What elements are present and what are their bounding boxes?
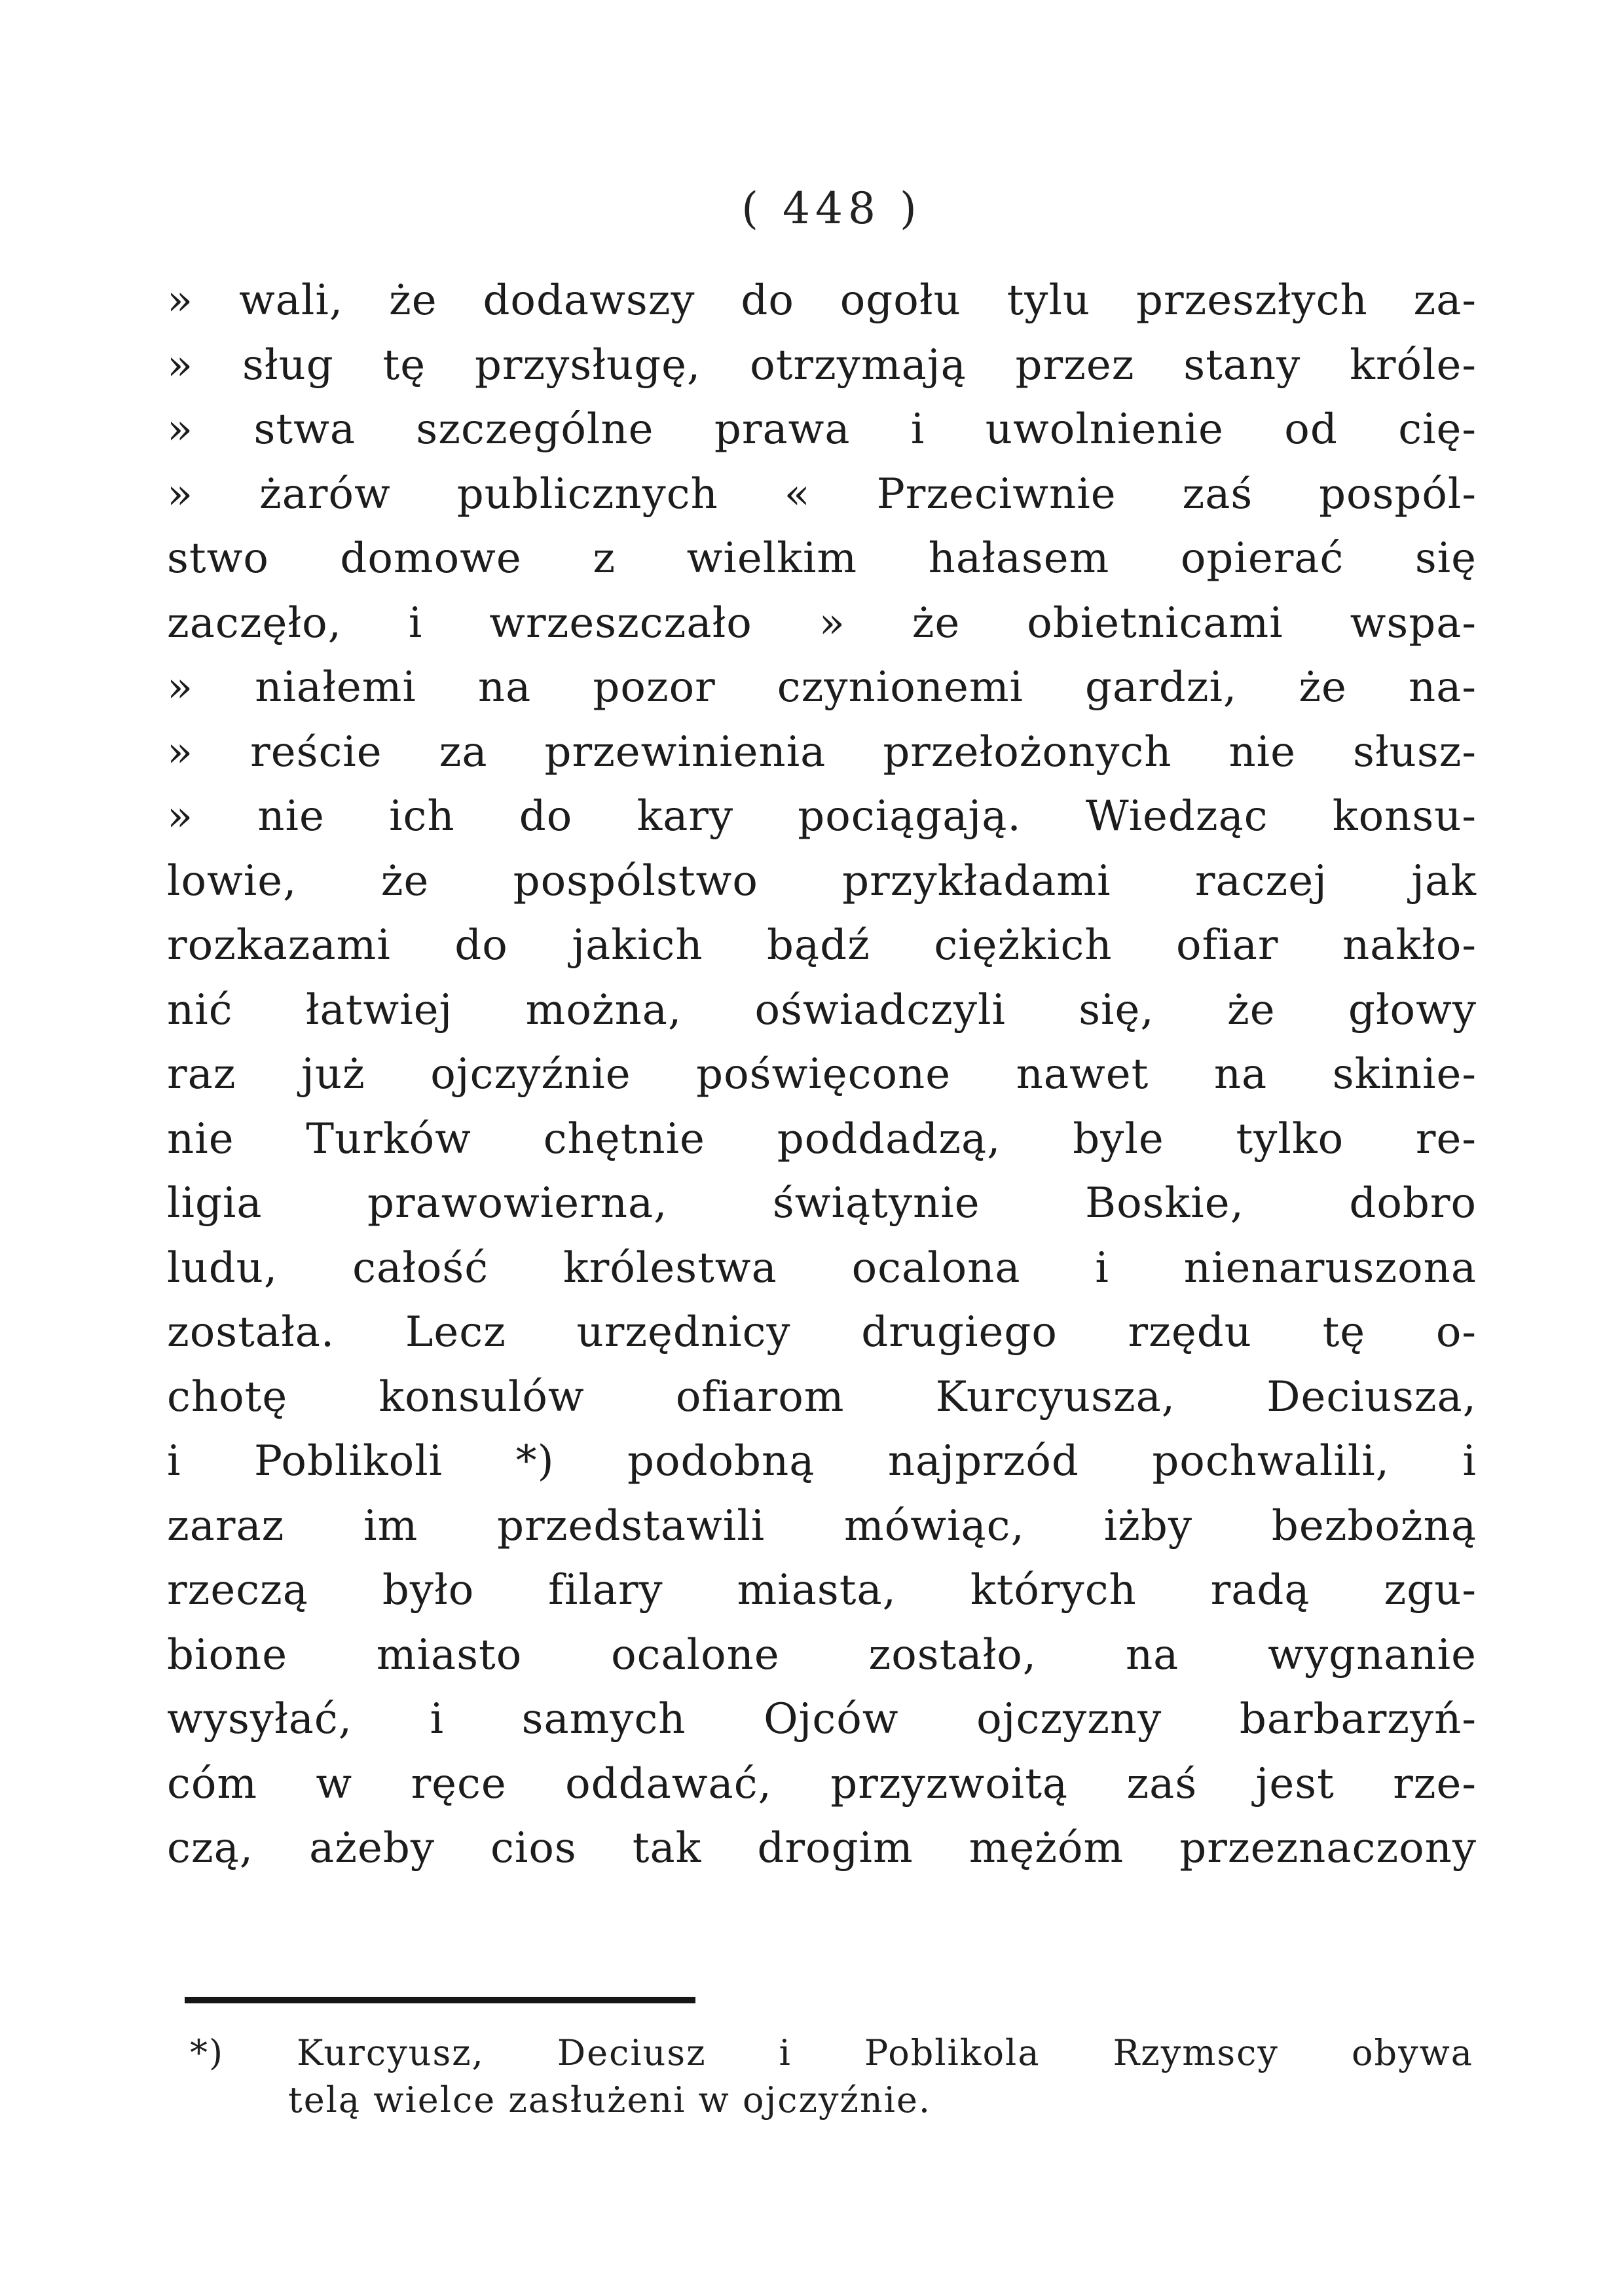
text-line: raz już ojczyźnie poświęcone nawet na skinie- [167, 1050, 1477, 1099]
text-line: czą, ażeby cios tak drogim mężóm przeznaczony [167, 1824, 1477, 1872]
text-line: » niałemi na pozor czynionemi gardzi, że na- [167, 663, 1477, 712]
text-line: zaczęło, i wrzeszczało » że obietnicami wspa- [167, 598, 1477, 647]
footnote [190, 2030, 1473, 2124]
text-line: » żarów publicznych « Przeciwnie zaś pospól- [167, 469, 1477, 519]
text-line: stwo domowe z wielkim hałasem opierać się [167, 534, 1477, 583]
text-line: rozkazami do jakich bądź ciężkich ofiar nakło- [167, 921, 1477, 970]
text-line: nić łatwiej można, oświadczyli się, że głowy [167, 985, 1477, 1034]
text-line: wysyłać, i samych Ojców ojczyzny barbarzyń- [167, 1695, 1477, 1743]
text-line: » sług tę przysługę, otrzymają przez stany króle- [167, 340, 1477, 390]
page-number: ( 448 ) [741, 183, 922, 234]
footnote-line: telą wielce zasłużeni w ojczyźnie. [288, 2079, 932, 2121]
text-line: » reście za przewinienia przełożonych nie słusz- [167, 727, 1477, 776]
text-line: chotę konsulów ofiarom Kurcyusza, Deciusza, [167, 1372, 1477, 1421]
text-line: bione miasto ocalone zostało, na wygnanie [167, 1630, 1477, 1679]
text-line: zaraz im przedstawili mówiąc, iżby bezbożną [167, 1501, 1477, 1550]
body-text [167, 268, 1477, 1881]
text-line: » stwa szczególne prawa i uwolnienie od cię- [167, 405, 1477, 454]
footnote-line: *) Kurcyusz, Deciusz i Poblikola Rzymscy obywa [190, 2032, 1473, 2073]
text-line: » nie ich do kary pociągają. Wiedząc konsu- [167, 792, 1477, 841]
footnote-divider [185, 1997, 695, 2003]
text-line: » wali, że dodawszy do ogołu tylu przeszłych za- [167, 276, 1477, 325]
text-line: lowie, że pospólstwo przykładami raczej jak [167, 856, 1477, 905]
text-line: została. Lecz urzędnicy drugiego rzędu tę o- [167, 1308, 1477, 1357]
text-line: ligia prawowierna, świątynie Boskie, dobro [167, 1179, 1477, 1228]
text-line: rzeczą było filary miasta, których radą zgu- [167, 1566, 1477, 1614]
text-line: cóm w ręce oddawać, przyzwoitą zaś jest rze- [167, 1759, 1477, 1808]
text-line: ludu, całość królestwa ocalona i nienaruszona [167, 1243, 1477, 1292]
text-line: i Poblikoli *) podobną najprzód pochwalili, i [167, 1437, 1477, 1485]
text-line: nie Turków chętnie poddadzą, byle tylko re- [167, 1114, 1477, 1163]
